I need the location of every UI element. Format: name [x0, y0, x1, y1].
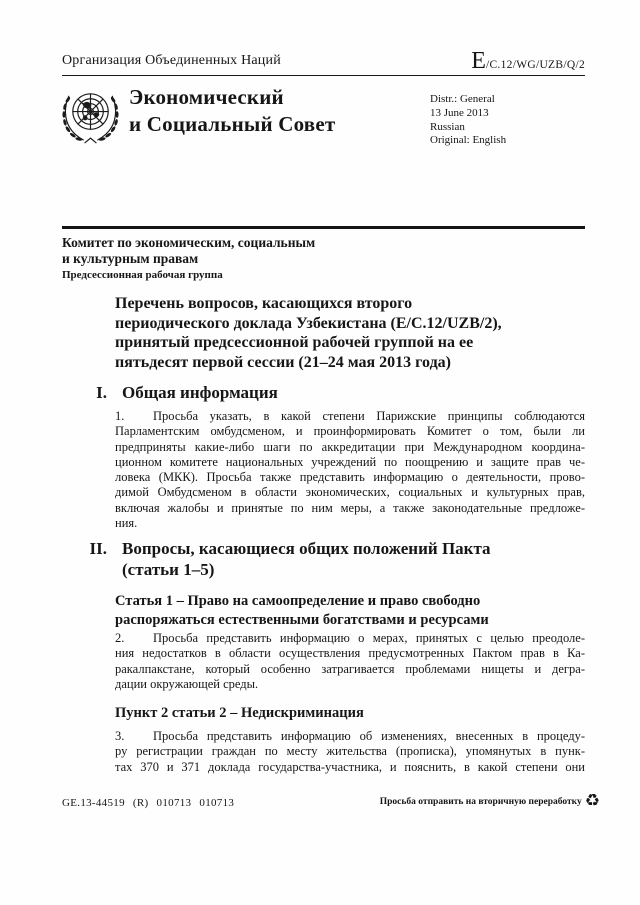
recycle-notice-text: Просьба отправить на вторичную переработку	[379, 796, 582, 807]
header-rule	[62, 75, 585, 76]
text-line: 3. Просьба представить информацию об изменениях, внесенных в процеду-	[115, 729, 585, 743]
paragraph-number: 1.	[115, 409, 125, 423]
section-divider-rule	[62, 226, 585, 229]
text-line: Статья 1 – Право на самоопределение и право свободно	[115, 593, 481, 609]
council-name	[129, 84, 335, 138]
text-line: ру регистрации граждан по месту жительства (прописка), упомянутых в пунк-	[115, 744, 585, 759]
text-line: ракалпакстане, который особенно затрагивается проблемами нищеты и дегра-	[115, 661, 585, 676]
article-2-point-2-subheading: Пункт 2 статьи 2 – Недискриминация	[115, 705, 364, 721]
text-line: ловека (МКК). Просьба также представить информацию о деятельности, прово-	[115, 470, 585, 485]
paragraph-1	[115, 409, 585, 531]
distr-original: Original: English	[430, 134, 507, 147]
text-line: тах 370 и 371 доклада государства-участника, и пояснить, в какой степени они	[115, 759, 585, 774]
distr-type: Distr.: General	[430, 93, 495, 105]
text-line: ния недостатков в области осуществления предусмотренных Пактом прав в Ка-	[115, 646, 585, 661]
un-org-name: Организация Объединенных Наций	[62, 53, 281, 68]
text-line: включая жалобы и принятые по ним меры, а также законодательные предложе-	[115, 500, 585, 515]
text-line: дации окружающей среды.	[115, 676, 259, 691]
text-line: пятьдесят первой сессии (21–24 мая 2013 года)	[115, 353, 452, 371]
council-name-line1: Экономический	[129, 85, 284, 109]
distr-language: Russian	[430, 120, 465, 133]
section-2-heading	[62, 538, 589, 580]
document-symbol-series: E	[471, 48, 486, 74]
section-1-number: I.	[96, 383, 107, 402]
document-title	[115, 294, 589, 372]
paragraph-2	[115, 631, 585, 692]
committee-name-line2: и культурным правам	[62, 251, 199, 266]
text-line: предприняты какие-либо шаги по аккредитации при Международном координа-	[115, 439, 585, 454]
document-symbol	[471, 48, 585, 75]
un-emblem-icon	[59, 83, 122, 151]
text-line: ния.	[115, 516, 138, 531]
text-line: Парламентским омбудсменом, и проинформировать Комитет о том, были ли	[115, 424, 585, 439]
text-line: 2. Просьба представить информацию о мерах, принятых с целью преодоле-	[115, 631, 585, 645]
article-1-subheading	[115, 592, 589, 629]
section-1-title: Общая информация	[122, 383, 278, 402]
text-line: Вопросы, касающиеся общих положений Пакта	[122, 539, 491, 558]
text-line: димой Омбудсменом в области экономических, социальных и культурных прав,	[115, 485, 585, 500]
text-line: Перечень вопросов, касающихся второго	[115, 295, 413, 312]
distribution-block	[430, 93, 506, 148]
text-line: 1. Просьба указать, в какой степени Парижские принципы соблюдаются	[115, 409, 585, 423]
paragraph-3	[115, 729, 585, 775]
distr-date: 13 June 2013	[430, 106, 489, 119]
document-symbol-number: /C.12/WG/UZB/Q/2	[485, 59, 585, 71]
text-line: периодического доклада Узбекистана (E/C.12/UZB/2),	[115, 314, 502, 332]
committee-block	[62, 235, 315, 282]
working-group-label: Предсессионная рабочая группа	[62, 269, 223, 281]
recycle-notice	[380, 793, 600, 810]
committee-name-line1: Комитет по экономическим, социальным	[62, 235, 316, 250]
section-2-number: II.	[89, 539, 107, 558]
text-line: распоряжаться естественными богатствами и ресурсами	[115, 611, 489, 628]
text-line: (статьи 1–5)	[122, 560, 215, 579]
paragraph-number: 2.	[115, 631, 125, 645]
ge-document-number: GE.13-44519 (R) 010713 010713	[62, 797, 235, 809]
section-1-heading	[62, 382, 589, 403]
recycle-icon: ♻	[584, 791, 600, 811]
text-line: ционном комитете национальных учреждений по поощрению и защите прав че-	[115, 454, 585, 469]
council-name-line2: и Социальный Совет	[129, 112, 336, 136]
section-2-title	[122, 538, 491, 580]
text-line: принятый предсессионной рабочей группой на ее	[115, 334, 474, 351]
paragraph-number: 3.	[115, 729, 125, 743]
